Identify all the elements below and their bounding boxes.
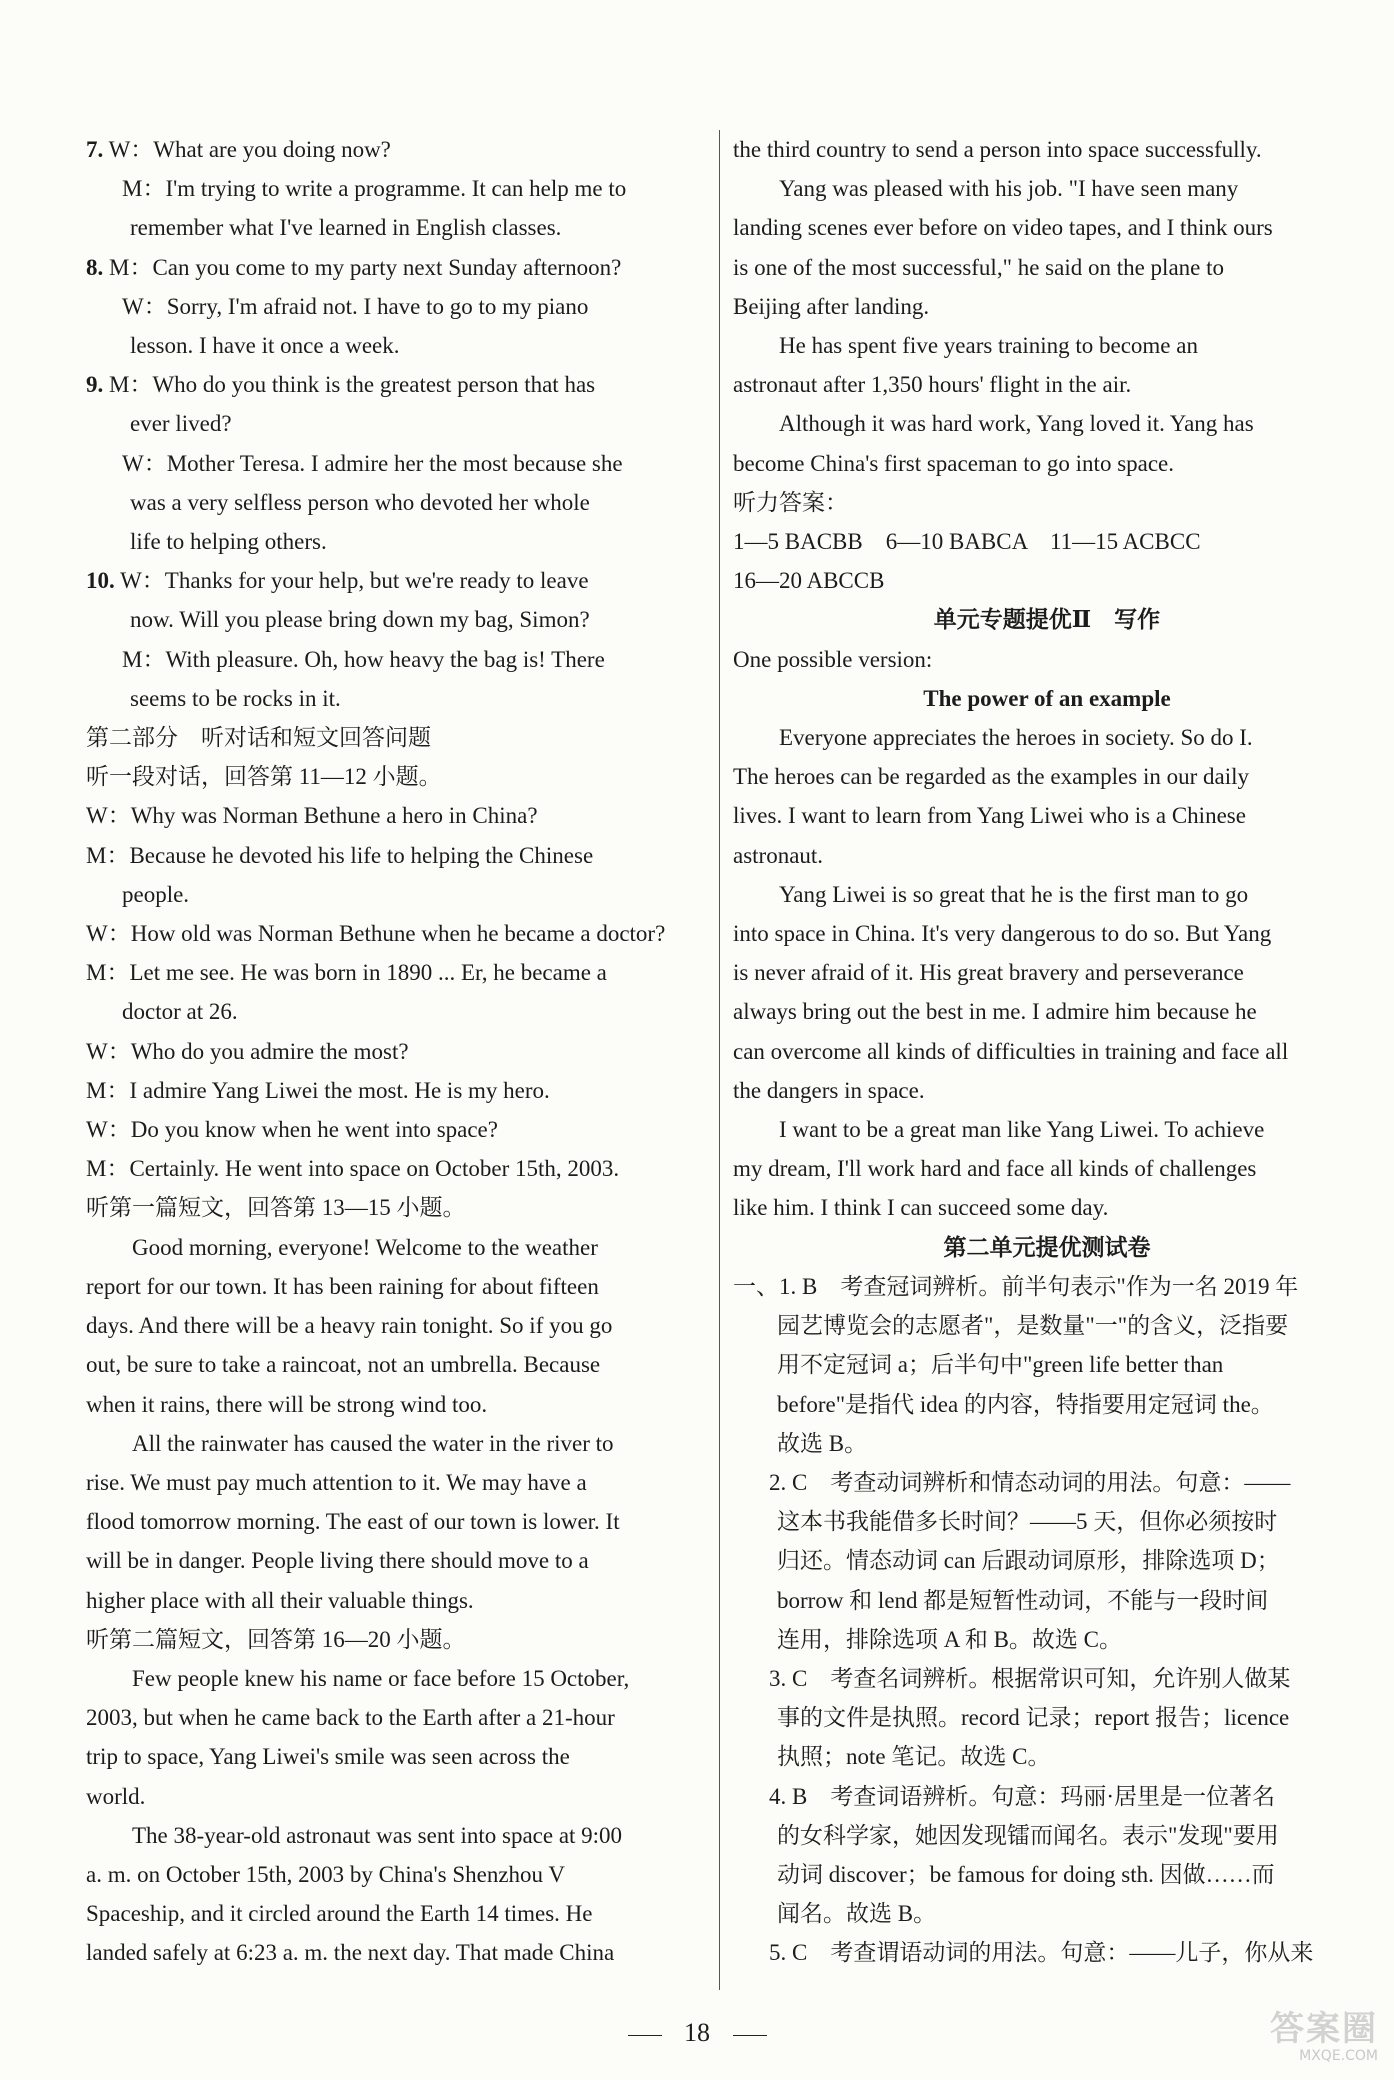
page-number: 18 [684,2018,710,2047]
right-text-line [733,1071,1361,1110]
line-text: He has spent five years training to become an [779,333,1198,359]
line-text: seems to be rocks in it. [130,685,341,711]
right-text-line [733,287,1361,326]
line-text: ever lived? [130,411,232,437]
footer-dash-right [733,2035,767,2036]
line-text: Beijing after landing. [733,293,930,319]
left-text-line [86,1032,706,1071]
right-text-line [733,444,1361,483]
right-text-line [733,1385,1361,1424]
line-text: 1—5 BACBB 6—10 BABCA 11—15 ACBCC [733,529,1201,555]
left-text-line [86,796,706,835]
right-text-line [733,1737,1361,1776]
line-text: days. And there will be a heavy rain tonight. So if you go [86,1313,613,1339]
line-text: 听第一篇短文，回答第 13—15 小题。 [86,1195,466,1221]
line-text: M：Because he devoted his life to helping the Chinese [86,842,594,868]
left-text-line [86,1188,706,1227]
left-text-line [86,1110,706,1149]
line-text: remember what I've learned in English classes. [130,215,562,241]
line-text: report for our town. It has been raining for about fifteen [86,1273,599,1299]
left-text-line [86,1541,706,1580]
right-text-line [733,1620,1361,1659]
right-text-line [733,914,1361,953]
line-text: M：Let me see. He was born in 1890 ... Er, he became a [86,960,607,986]
line-text: 单元专题提优Ⅱ 写作 [933,607,1161,633]
right-text-line [733,1894,1361,1933]
left-text-line [86,169,706,208]
line-text: 2. C 考查动词辨析和情态动词的用法。句意：—— [769,1469,1291,1495]
column-divider [719,130,720,1990]
line-text: can overcome all kinds of difficulties in training and face all [733,1038,1289,1064]
line-text: W：How old was Norman Bethune when he became a doctor? [86,921,666,947]
line-text: 4. B 考查词语辨析。句意：玛丽·居里是一位著名 [769,1783,1275,1809]
right-text-line [733,1228,1361,1267]
right-column [733,130,1361,1973]
line-text: lives. I want to learn from Yang Liwei who is a Chinese [733,803,1246,829]
left-text-line [86,326,706,365]
left-text-line [86,679,706,718]
right-text-line [733,1855,1361,1894]
line-text: 听力答案： [733,489,848,515]
left-text-line [86,1659,706,1698]
line-text: The heroes can be regarded as the examples in our daily [733,764,1250,790]
right-text-line [733,248,1361,287]
left-text-line [86,404,706,443]
line-text: flood tomorrow morning. The east of our town is lower. It [86,1509,620,1535]
left-text-line [86,914,706,953]
left-text-line [86,1620,706,1659]
right-text-line [733,326,1361,365]
right-text-line [733,1424,1361,1463]
line-text: The power of an example [923,685,1171,711]
line-text: W：Do you know when he went into space? [86,1117,498,1143]
line-text: 园艺博览会的志愿者"，是数量"一"的含义，泛指要 [777,1313,1289,1339]
line-text: M：With pleasure. Oh, how heavy the bag is! There [122,646,605,672]
line-text: doctor at 26. [122,999,238,1025]
line-text: 动词 discover；be famous for doing sth. 因做……而 [777,1861,1275,1887]
right-text-line [733,130,1361,169]
right-text-line [733,1581,1361,1620]
line-text: when it rains, there will be strong wind too. [86,1391,488,1417]
watermark-url: MXQE.COM [1299,2048,1378,2064]
right-text-line [733,1110,1361,1149]
left-text-line [86,1698,706,1737]
right-text-line [733,561,1361,600]
line-text: is never afraid of it. His great bravery and perseverance [733,960,1244,986]
left-text-line [86,1463,706,1502]
left-text-line [86,992,706,1031]
line-text: W：Sorry, I'm afraid not. I have to go to my piano [122,293,589,319]
right-text-line [733,600,1361,639]
line-text: 听一段对话，回答第 11—12 小题。 [86,764,442,790]
right-text-line [733,718,1361,757]
line-text: 归还。情态动词 can 后跟动词原形，排除选项 D； [777,1548,1280,1574]
right-text-line [733,992,1361,1031]
line-text: into space in China. It's very dangerous to do so. But Yang [733,921,1272,947]
left-text-line [86,757,706,796]
line-text: now. Will you please bring down my bag, Simon? [130,607,590,633]
line-text: The 38-year-old astronaut was sent into space at 9:00 [132,1822,623,1848]
line-text: will be in danger. People living there should move to a [86,1548,589,1574]
left-text-line [86,522,706,561]
line-text: M：Can you come to my party next Sunday afternoon? [103,254,622,280]
line-text: W：Thanks for your help, but we're ready to leave [114,568,589,594]
left-text-line [86,1777,706,1816]
right-text-line [733,1816,1361,1855]
left-text-line [86,561,706,600]
line-text: 16—20 ABCCB [733,568,885,594]
question-number: 10. [86,568,115,594]
line-text: M：Who do you think is the greatest person that has [103,372,596,398]
line-text: 执照；note 笔记。故选 C。 [777,1744,1051,1770]
line-text: the dangers in space. [733,1077,925,1103]
line-text: 这本书我能借多长时间？——5 天，但你必须按时 [777,1509,1278,1535]
left-text-line [86,287,706,326]
left-text-line [86,875,706,914]
left-text-line [86,1149,706,1188]
left-text-line [86,444,706,483]
left-text-line [86,1855,706,1894]
line-text: landing scenes ever before on video tapes, and I think ours [733,215,1273,241]
left-column [86,130,706,1973]
line-text: All the rainwater has caused the water in the river to [132,1430,614,1456]
line-text: 第二单元提优测试卷 [943,1234,1151,1260]
line-text: M：I admire Yang Liwei the most. He is my hero. [86,1077,550,1103]
right-text-line [733,404,1361,443]
line-text: is one of the most successful," he said on the plane to [733,254,1225,280]
left-text-line [86,1345,706,1384]
left-text-line [86,130,706,169]
right-text-line [733,796,1361,835]
right-text-line [733,640,1361,679]
right-text-line [733,1933,1361,1972]
line-text: 第二部分 听对话和短文回答问题 [86,725,431,751]
line-text: Yang Liwei is so great that he is the first man to go [779,881,1249,907]
right-text-line [733,1188,1361,1227]
line-text: 故选 B。 [777,1430,868,1456]
right-text-line [733,953,1361,992]
line-text: borrow 和 lend 都是短暂性动词，不能与一段时间 [777,1587,1269,1613]
line-text: 事的文件是执照。record 记录；report 报告；licence [777,1705,1290,1731]
right-text-line [733,1777,1361,1816]
left-text-line [86,1502,706,1541]
right-text-line [733,1659,1361,1698]
left-text-line [86,1385,706,1424]
right-text-line [733,522,1361,561]
footer-dash-left [628,2035,662,2036]
line-text: 2003, but when he came back to the Earth after a 21-hour [86,1705,615,1731]
line-text: M：Certainly. He went into space on October 15th, 2003. [86,1156,620,1182]
right-text-line [733,1345,1361,1384]
watermark-logo [1188,2010,1378,2068]
line-text: a. m. on October 15th, 2003 by China's Shenzhou V [86,1861,566,1887]
question-number: 9. [86,372,104,398]
left-text-line [86,1581,706,1620]
left-text-line [86,1267,706,1306]
line-text: rise. We must pay much attention to it. We may have a [86,1469,587,1495]
line-text: W：Mother Teresa. I admire her the most because she [122,450,623,476]
line-text: Everyone appreciates the heroes in society. So do I. [779,725,1253,751]
line-text: One possible version: [733,646,933,672]
line-text: 闻名。故选 B。 [777,1901,937,1927]
page-number-footer [0,2018,1394,2048]
line-text: W：Who do you admire the most? [86,1038,409,1064]
right-text-line [733,1698,1361,1737]
line-text: 的女科学家，她因发现镭而闻名。表示"发现"要用 [777,1822,1279,1848]
line-text: like him. I think I can succeed some day. [733,1195,1109,1221]
left-text-line [86,365,706,404]
line-text: Yang was pleased with his job. "I have seen many [779,176,1239,202]
line-text: 5. C 考查谓语动词的用法。句意：——儿子，你从来 [769,1940,1314,1966]
line-text: the third country to send a person into space successfully. [733,137,1262,162]
right-text-line [733,1502,1361,1541]
right-text-line [733,1541,1361,1580]
left-text-line [86,1933,706,1972]
right-text-line [733,483,1361,522]
line-text: higher place with all their valuable things. [86,1587,474,1613]
left-text-line [86,208,706,247]
line-text: landed safely at 6:23 a. m. the next day. That made China [86,1940,615,1966]
line-text: M：I'm trying to write a programme. It can help me to [122,176,627,202]
left-text-line [86,1816,706,1855]
right-text-line [733,875,1361,914]
right-text-line [733,208,1361,247]
line-text: I want to be a great man like Yang Liwei. To achieve [779,1117,1265,1143]
left-text-line [86,836,706,875]
right-text-line [733,169,1361,208]
question-number: 7. [86,137,104,162]
left-text-line [86,640,706,679]
right-text-line [733,1032,1361,1071]
watermark-title: 答案圈 [1270,2009,1378,2049]
line-text: Few people knew his name or face before 15 October, [132,1665,630,1691]
left-text-line [86,600,706,639]
line-text: always bring out the best in me. I admire him because he [733,999,1257,1025]
right-text-line [733,365,1361,404]
line-text: astronaut. [733,842,824,868]
line-text: trip to space, Yang Liwei's smile was seen across the [86,1744,570,1770]
line-text: 一、1. B 考查冠词辨析。前半句表示"作为一名 2019 年 [733,1273,1299,1299]
left-text-line [86,248,706,287]
right-text-line [733,757,1361,796]
right-text-line [733,836,1361,875]
left-text-line [86,1071,706,1110]
question-number: 8. [86,254,104,280]
line-text: lesson. I have it once a week. [130,333,400,359]
line-text: astronaut after 1,350 hours' flight in the air. [733,372,1132,398]
line-text: W：Why was Norman Bethune a hero in China? [86,803,538,829]
line-text: Spaceship, and it circled around the Earth 14 times. He [86,1901,593,1927]
right-text-line [733,1267,1361,1306]
left-text-line [86,1424,706,1463]
line-text: 听第二篇短文，回答第 16—20 小题。 [86,1626,466,1652]
line-text: 3. C 考查名词辨析。根据常识可知，允许别人做某 [769,1665,1291,1691]
line-text: W：What are you doing now? [103,137,391,162]
left-text-line [86,953,706,992]
line-text: life to helping others. [130,529,327,555]
line-text: world. [86,1783,146,1809]
line-text: people. [122,881,190,907]
left-text-line [86,718,706,757]
right-text-line [733,1306,1361,1345]
left-text-line [86,1306,706,1345]
right-text-line [733,1463,1361,1502]
line-text: 连用，排除选项 A 和 B。故选 C。 [777,1626,1123,1652]
line-text: 用不定冠词 a；后半句中"green life better than [777,1352,1224,1378]
line-text: Good morning, everyone! Welcome to the weather [132,1234,598,1260]
left-text-line [86,1737,706,1776]
left-text-line [86,483,706,522]
right-text-line [733,679,1361,718]
line-text: become China's first spaceman to go into space. [733,450,1175,476]
left-text-line [86,1228,706,1267]
line-text: was a very selfless person who devoted her whole [130,489,590,515]
line-text: before"是指代 idea 的内容，特指要用定冠词 the。 [777,1391,1274,1417]
left-text-line [86,1894,706,1933]
line-text: my dream, I'll work hard and face all kinds of challenges [733,1156,1257,1182]
line-text: Although it was hard work, Yang loved it. Yang has [779,411,1254,437]
right-text-line [733,1149,1361,1188]
line-text: out, be sure to take a raincoat, not an umbrella. Because [86,1352,601,1378]
